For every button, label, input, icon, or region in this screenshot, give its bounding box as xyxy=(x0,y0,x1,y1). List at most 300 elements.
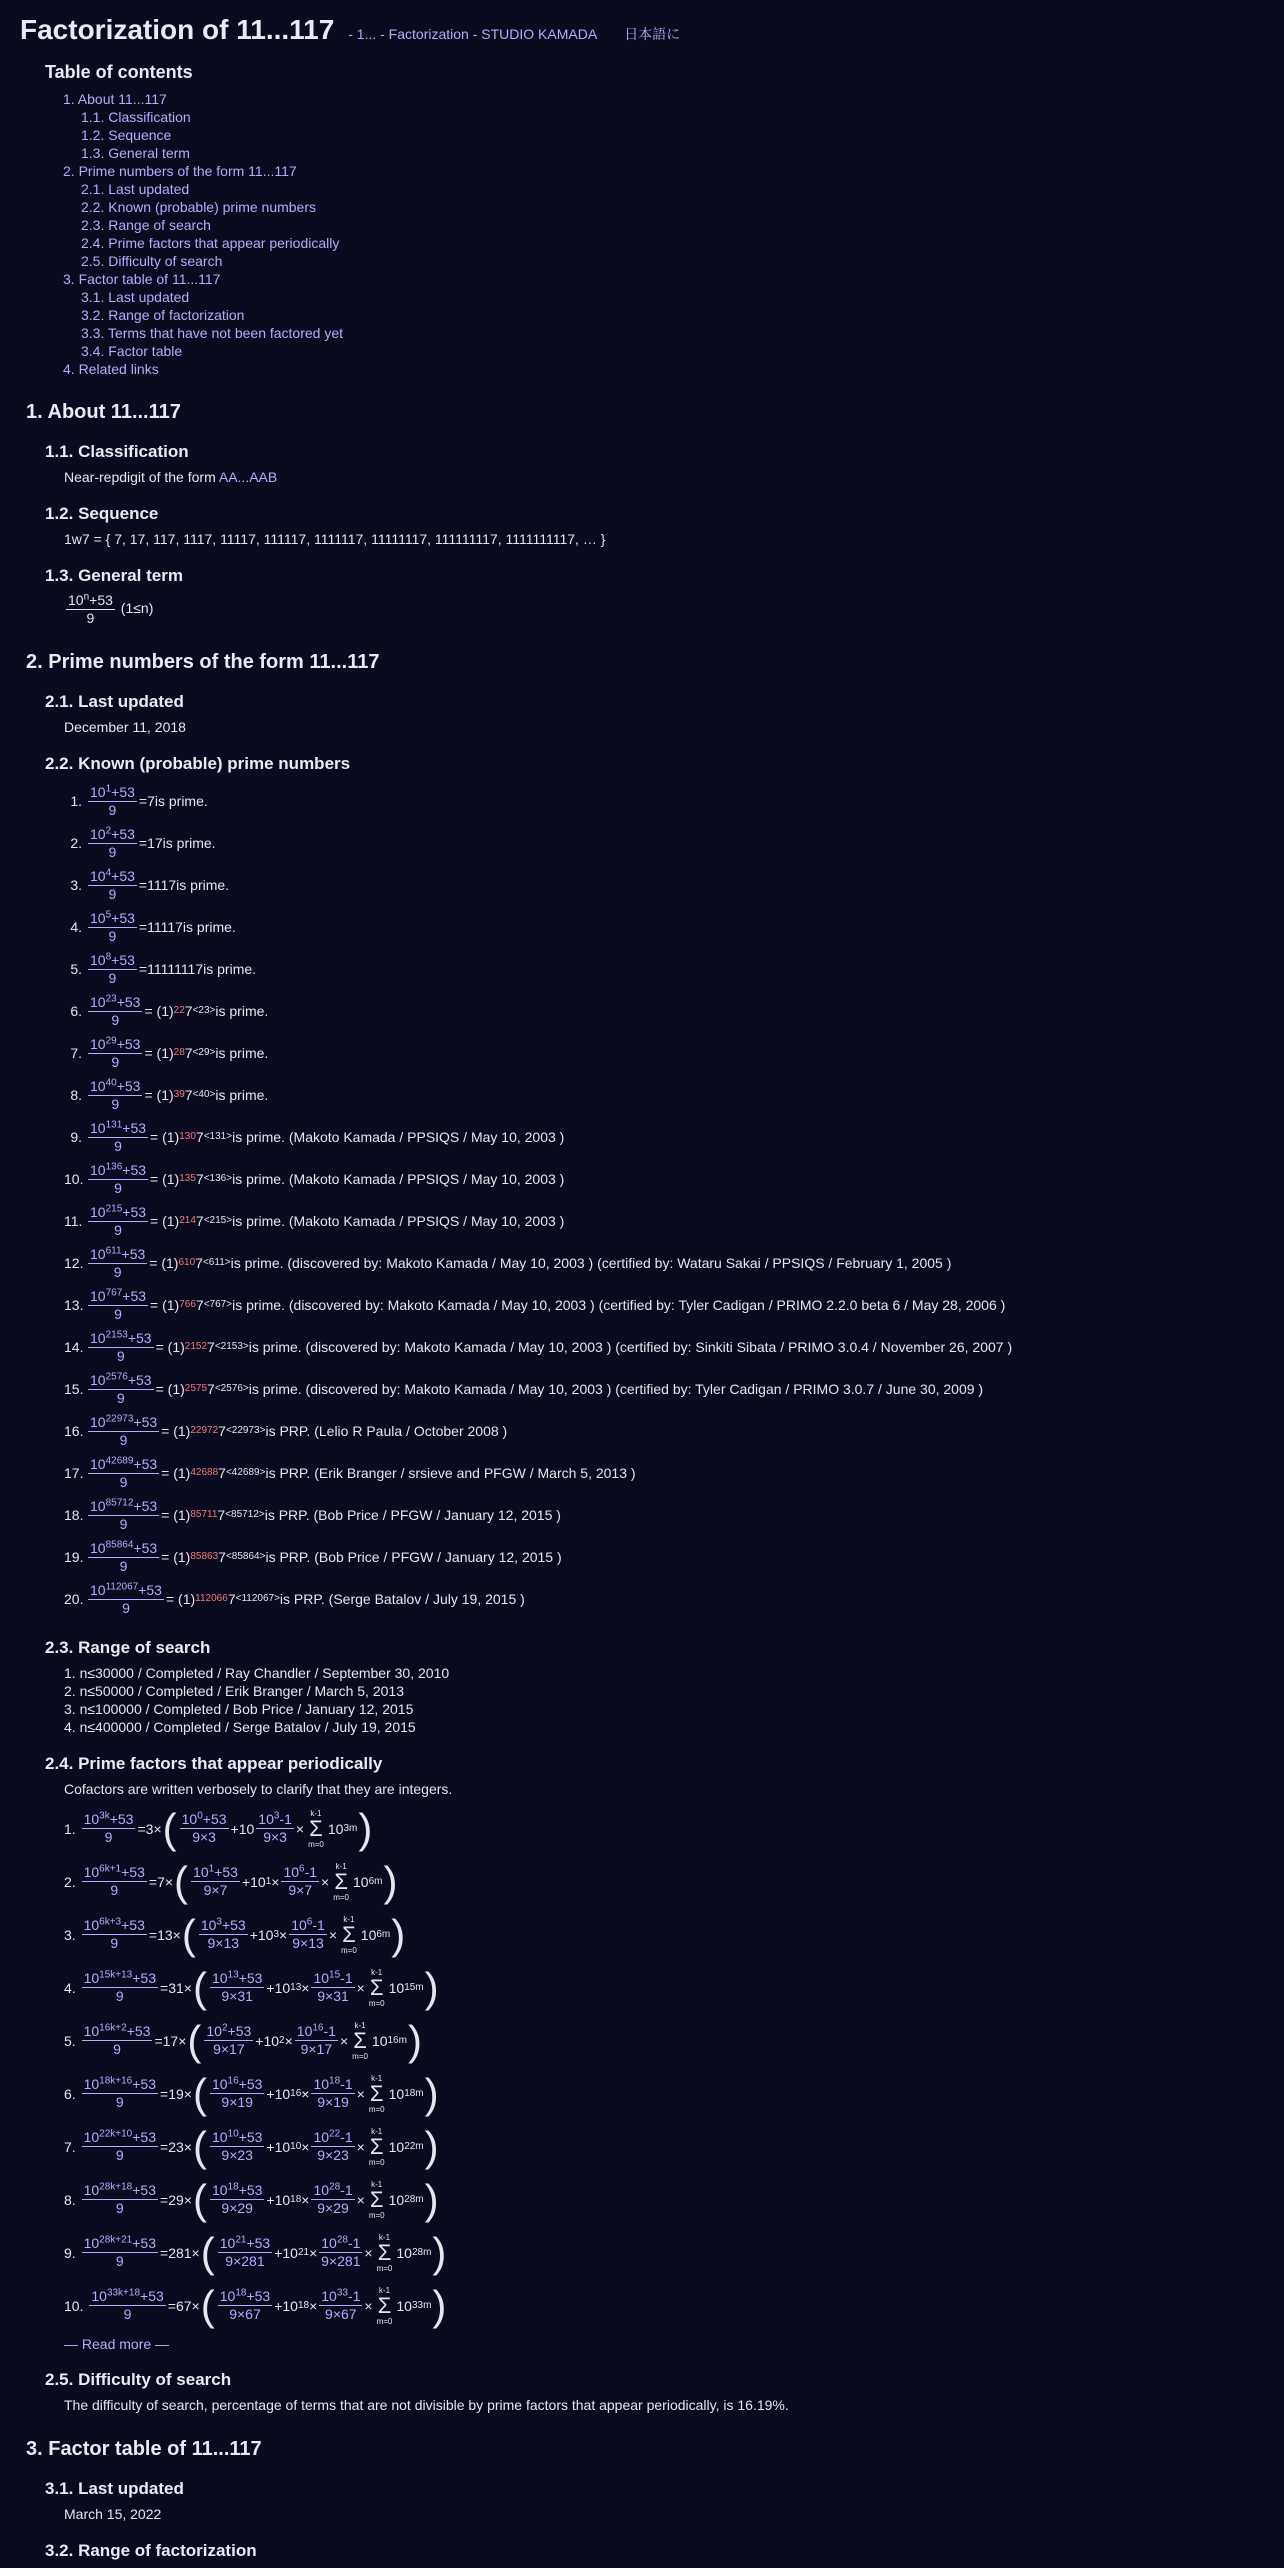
toc-item xyxy=(63,91,1284,107)
prime-factor: 3 xyxy=(145,1820,154,1837)
prime-note: is prime. (Makoto Kamada / PPSIQS / May 10, 2003 ) xyxy=(232,1129,565,1145)
prime-item: 17. $\frac{10^{42689}+53}{9}$ = (1) 42688 7 <42689> is PRP. (Erik Branger / srsieve and PFGW / March 5, 2013 ) xyxy=(64,1454,636,1490)
prime-item: 16. $\frac{10^{22973}+53}{9}$ = (1) 22972 7 <22973> is PRP. (Lelio R Paula / October 2008 ) xyxy=(64,1412,508,1448)
periodic-formula-link[interactable] xyxy=(80,2235,160,2270)
summation: k-1 Σ m=0 xyxy=(308,1808,324,1849)
toc-link[interactable]: 2.1. Last updated xyxy=(81,181,190,197)
item-number: 8. xyxy=(64,2191,76,2208)
toc-link[interactable]: 2.2. Known (probable) prime numbers xyxy=(81,199,317,215)
fraction-numerator: $10^{33k+18}+53$ xyxy=(91,2287,164,2304)
subsection-heading: 1.3. General term xyxy=(45,566,183,585)
prime-note: is prime. xyxy=(182,919,236,935)
summation: k-1 Σ m=0 xyxy=(352,2020,368,2061)
fraction-denominator: 9 xyxy=(115,2253,124,2269)
prime-factor: 13 xyxy=(157,1926,173,1943)
subsection-heading: 2.4. Prime factors that appear periodically xyxy=(45,1754,383,1773)
cofactor-link[interactable] xyxy=(216,2288,274,2323)
toc-link[interactable]: 1.3. General term xyxy=(81,145,190,161)
toc-link[interactable]: 3. Factor table of 11...117 xyxy=(63,271,221,287)
periodic-formula-link[interactable] xyxy=(80,1970,160,2005)
fraction-numerator: $10^{28}-1$ xyxy=(321,2234,361,2251)
left-paren: ( xyxy=(162,1804,177,1852)
fraction xyxy=(311,2129,354,2164)
prime-item: 18. $\frac{10^{85712}+53}{9}$ = (1) 85711 7 <85712> is PRP. (Bob Price / PFGW / January 12, 2015 ) xyxy=(64,1496,561,1532)
fraction xyxy=(204,2023,253,2058)
prime-note: is prime. xyxy=(215,1087,269,1103)
periodic-formula-link[interactable] xyxy=(80,1811,138,1846)
prime-item: 15. $\frac{10^{2576}+53}{9}$ = (1) 2575 7 <2576> is prime. (discovered by: Makoto Kamada / May 10, 2003 ) (certified by: Tyler Cadigan / PRIMO 3.0.7 / June 30, 2009 ) xyxy=(64,1370,984,1406)
general-term xyxy=(64,592,1284,627)
prime-formula-link[interactable] xyxy=(86,1162,150,1197)
cofactor-link[interactable] xyxy=(287,1917,329,1952)
periodic-item: 8. $\frac{10^{28k+18}+53}{9}$ = 29 × ( $\frac{10^{18}+53}{9\times 29}$ +10 18 × $\frac{10^{28}-1}{9\times 29}$ × k-1 Σ m=0 10 28m ) xyxy=(64,2175,439,2223)
toc-item xyxy=(81,127,1284,143)
prime-formula-link[interactable] xyxy=(86,952,139,987)
periodic-formula-link[interactable] xyxy=(80,2023,155,2058)
prime-item: 8. $\frac{10^{40}+53}{9}$ = (1) 39 7 <40> is prime. xyxy=(64,1074,1284,1116)
fraction-numerator: $10^{33}-1$ xyxy=(321,2287,361,2304)
prime-factor: 23 xyxy=(168,2138,184,2155)
fraction-numerator: $10^{29}+53$ xyxy=(90,1034,141,1052)
cofactor-link[interactable] xyxy=(317,2288,364,2323)
fraction-numerator: $10^{22973}+53$ xyxy=(90,1412,158,1430)
fraction xyxy=(210,2182,264,2217)
fraction-denominator: 9×7 xyxy=(203,1882,228,1898)
fraction-denominator: 9×7 xyxy=(288,1882,313,1898)
fraction xyxy=(210,1970,264,2005)
fraction-denominator: 9 xyxy=(119,1431,128,1448)
prime-factor: 19 xyxy=(168,2085,184,2102)
toc-link[interactable]: 3.1. Last updated xyxy=(81,289,190,305)
cofactor-link[interactable] xyxy=(309,2129,356,2164)
section-heading: 1. About 11...117 xyxy=(26,401,181,423)
fraction-denominator: 9 xyxy=(115,2200,124,2216)
toc-item xyxy=(81,109,1284,125)
prime-formula-link[interactable] xyxy=(86,1078,144,1113)
left-paren: ( xyxy=(200,2228,215,2276)
toc-link[interactable]: 2.5. Difficulty of search xyxy=(81,253,223,269)
prime-formula-link[interactable] xyxy=(86,1498,161,1533)
fraction-numerator: $10^{611}+53$ xyxy=(90,1244,146,1262)
toc-link[interactable]: 2. Prime numbers of the form 11...117 xyxy=(63,163,297,179)
fraction-numerator: $10^6-1$ xyxy=(291,1916,325,1933)
cofactor-link[interactable] xyxy=(254,1811,296,1846)
fraction-numerator: $10^3-1$ xyxy=(258,1810,292,1827)
fraction-denominator: 9 xyxy=(114,1179,122,1196)
item-number: 8. xyxy=(70,1087,82,1103)
last-updated: December 11, 2018 xyxy=(64,719,186,735)
fraction-denominator: 9×3 xyxy=(263,1829,287,1845)
fraction-numerator: $10^{16}+53$ xyxy=(211,2075,263,2092)
prime-formula-link[interactable] xyxy=(86,1372,156,1407)
prime-formula-link[interactable] xyxy=(86,994,144,1029)
item-number: 15. xyxy=(64,1381,84,1397)
right-paren: ) xyxy=(424,2122,439,2170)
fraction xyxy=(82,1864,147,1899)
fraction-numerator: $10^{15k+13}+53$ xyxy=(83,1969,156,1986)
periodic-formula-link[interactable] xyxy=(80,1864,149,1899)
fraction-numerator: $10^{40}+53$ xyxy=(90,1076,141,1094)
right-paren: ) xyxy=(391,1910,406,1958)
subsection-heading: 1.1. Classification xyxy=(45,442,189,461)
subsection-heading: 2.5. Difficulty of search xyxy=(45,2370,232,2389)
fraction xyxy=(289,1917,327,1952)
fraction xyxy=(88,910,137,945)
cofactor-link[interactable] xyxy=(178,1811,231,1846)
toc-item xyxy=(81,235,1284,251)
right-paren: ) xyxy=(407,2016,422,2064)
fraction-denominator: 9×13 xyxy=(292,1935,324,1951)
toc-item xyxy=(81,199,1284,215)
periodic-item: 2. $\frac{10^{6k+1}+53}{9}$ = 7 × ( $\frac{10^1+53}{9\times 7}$ +10 1 × $\frac{10^6-1}{9\times 7}$ × k-1 Σ m=0 10 6m ) xyxy=(64,1857,398,1905)
fraction-numerator: $10^0+53$ xyxy=(181,1810,227,1827)
page-header xyxy=(0,0,1284,52)
fraction-denominator: 9×23 xyxy=(317,2147,349,2163)
prime-value: 17 xyxy=(147,835,163,851)
toc-item xyxy=(81,325,1284,341)
toc-item xyxy=(81,217,1284,233)
fraction-numerator: $10^3+53$ xyxy=(200,1916,246,1933)
item-number: 6. xyxy=(64,2085,76,2102)
fraction-denominator: 9 xyxy=(115,2094,124,2110)
fraction xyxy=(82,2023,153,2058)
fraction-denominator: 9 xyxy=(111,1011,120,1028)
periodic-item: 4. $\frac{10^{15k+13}+53}{9}$ = 31 × ( $\frac{10^{13}+53}{9\times 31}$ +10 13 × $\frac{10^{15}-1}{9\times 31}$ × k-1 Σ m=0 10 15m ) xyxy=(64,1963,439,2011)
fraction xyxy=(311,1970,354,2005)
fraction-numerator: $10^{6k+1}+53$ xyxy=(83,1863,145,1880)
prime-value: 7 xyxy=(147,793,155,809)
subsection-heading: 2.3. Range of search xyxy=(45,1638,211,1657)
summation: k-1 Σ m=0 xyxy=(368,2126,385,2167)
right-paren: ) xyxy=(383,1857,398,1905)
fraction-numerator: $10^{215}+53$ xyxy=(90,1202,147,1220)
left-paren: ( xyxy=(192,2122,207,2170)
cofactor-link[interactable] xyxy=(309,2182,356,2217)
item-number: 7. xyxy=(70,1045,82,1061)
cofactor-link[interactable] xyxy=(216,2235,274,2270)
item-number: 13. xyxy=(64,1297,84,1313)
fraction xyxy=(88,994,142,1029)
fraction-denominator: 9 xyxy=(113,2041,121,2057)
right-paren: ) xyxy=(424,2069,439,2117)
fraction-numerator: $10^2+53$ xyxy=(206,2022,252,2039)
subsection-heading: 1.2. Sequence xyxy=(45,504,159,523)
prime-item: 7. $\frac{10^{29}+53}{9}$ = (1) 28 7 <29> is prime. xyxy=(64,1032,1284,1074)
cofactor-link[interactable] xyxy=(317,2235,364,2270)
left-paren: ( xyxy=(200,2281,215,2329)
toc-link[interactable]: 1. About 11...117 xyxy=(63,91,167,107)
fraction xyxy=(88,1330,154,1365)
item-number: 3. xyxy=(64,1926,76,1943)
fraction-numerator: $10^1+53$ xyxy=(90,782,135,800)
fraction-denominator: 9 xyxy=(108,969,117,986)
toc-item xyxy=(63,271,1284,287)
prime-value: 11111117 xyxy=(147,961,204,977)
toc-item xyxy=(81,145,1284,161)
subsection-heading: 3.2. Range of factorization xyxy=(45,2541,257,2560)
toc-item xyxy=(81,181,1284,197)
fraction xyxy=(88,1414,159,1449)
prime-formula-link[interactable] xyxy=(86,1246,149,1281)
fraction-denominator: 9×17 xyxy=(213,2041,245,2057)
item-number: 1. xyxy=(70,793,82,809)
prime-item: 3. $\frac{10^4+53}{9}$ = 1117 is prime. xyxy=(64,864,1284,906)
item-number: 5. xyxy=(64,2032,76,2049)
prime-item: 11. $\frac{10^{215}+53}{9}$ = (1) 214 7 <215> is prime. (Makoto Kamada / PPSIQS / May 10, 2003 ) xyxy=(64,1202,565,1238)
cofactor-link[interactable] xyxy=(208,2182,266,2217)
periodic-item: 7. $\frac{10^{22k+10}+53}{9}$ = 23 × ( $\frac{10^{10}+53}{9\times 23}$ +10 10 × $\frac{10^{22}-1}{9\times 23}$ × k-1 Σ m=0 10 22m ) xyxy=(64,2122,439,2170)
fraction xyxy=(88,1582,164,1617)
toc-link[interactable]: 2.3. Range of search xyxy=(81,217,211,233)
general-term-formula: $\frac{10^n+53}{9}$ xyxy=(68,591,113,626)
fraction-denominator: 9 xyxy=(119,1473,128,1490)
language-link[interactable]: 日本語に xyxy=(624,26,681,42)
left-paren: ( xyxy=(187,2016,202,2064)
fraction-numerator: $10^{23}+53$ xyxy=(90,992,141,1010)
fraction xyxy=(82,2235,158,2270)
fraction-numerator: $10^{3k}+53$ xyxy=(83,1810,134,1827)
table-of-contents xyxy=(45,62,1284,377)
difficulty-text: The difficulty of search, percentage of terms that are not divisible by prime factors that appear periodically, is 16.19%. xyxy=(64,2397,789,2413)
fraction-numerator: $10^5+53$ xyxy=(90,908,135,926)
fraction-numerator: $10^{16}-1$ xyxy=(296,2022,336,2039)
prime-note: is PRP. (Bob Price / PFGW / January 12, 2015 ) xyxy=(264,1507,561,1523)
item-number: 10. xyxy=(64,2297,84,2314)
cofactor-link[interactable] xyxy=(293,2023,340,2058)
prime-item: 13. $\frac{10^{767}+53}{9}$ = (1) 766 7 <767> is prime. (discovered by: Makoto Kamada / May 10, 2003 ) (certified by: Tyler Cadigan / PRIMO 2.2.0 beta 6 / May 28, 2006 ) xyxy=(64,1286,1006,1322)
fraction xyxy=(199,1917,248,1952)
fraction-numerator: $10^8+53$ xyxy=(90,950,135,968)
prime-formula-link[interactable] xyxy=(86,1456,161,1491)
fraction xyxy=(281,1864,319,1899)
periodic-item: 9. $\frac{10^{28k+21}+53}{9}$ = 281 × ( $\frac{10^{21}+53}{9\times 281}$ +10 21 × $\frac{10^{28}-1}{9\times 281}$ × k-1 Σ m=0 10 28m ) xyxy=(64,2228,447,2276)
prime-note: is PRP. (Erik Branger / srsieve and PFGW / March 5, 2013 ) xyxy=(265,1465,636,1481)
prime-factor: 17 xyxy=(162,2032,179,2049)
periodic-formula-link[interactable] xyxy=(80,1917,149,1952)
cofactor-link[interactable] xyxy=(197,1917,250,1952)
fraction-numerator: $10^{767}+53$ xyxy=(90,1286,147,1304)
fraction-numerator: $10^{136}+53$ xyxy=(90,1160,147,1178)
section-heading: 3. Factor table of 11...117 xyxy=(26,2438,262,2460)
fraction-denominator: 9 xyxy=(111,1095,120,1112)
fraction xyxy=(210,2129,264,2164)
toc-heading: Table of contents xyxy=(45,62,193,82)
fraction xyxy=(180,1811,229,1846)
summation: k-1 Σ m=0 xyxy=(368,1967,385,2008)
prime-formula-link[interactable] xyxy=(86,1120,150,1155)
prime-formula-link[interactable] xyxy=(86,1582,166,1617)
periodic-item: 1. $\frac{10^{3k}+53}{9}$ = 3 × ( $\frac{10^0+53}{9\times 3}$ +10 $\frac{10^3-1}{9\times 3}$ × k-1 Σ m=0 10 3m ) xyxy=(64,1804,373,1852)
fraction-numerator: $10^{21}+53$ xyxy=(219,2234,271,2251)
cofactor-link[interactable] xyxy=(208,1970,266,2005)
prime-formula-link[interactable] xyxy=(86,1414,161,1449)
fraction-denominator: 9 xyxy=(114,1137,122,1154)
fraction xyxy=(88,1078,142,1113)
summation: k-1 Σ m=0 xyxy=(368,2179,385,2220)
classification-text: Near-repdigit of the form AA...AAB xyxy=(64,469,278,485)
fraction xyxy=(218,2235,272,2270)
toc-link[interactable]: 2.4. Prime factors that appear periodically xyxy=(81,235,340,251)
prime-note: is PRP. (Serge Batalov / July 19, 2015 ) xyxy=(279,1591,525,1607)
fraction xyxy=(319,2235,362,2270)
fraction xyxy=(319,2288,362,2323)
fraction-numerator: $10^1+53$ xyxy=(193,1863,238,1880)
fraction-numerator: $10^{18}-1$ xyxy=(313,2075,353,2092)
cofactor-link[interactable] xyxy=(202,2023,255,2058)
fraction-denominator: 9×23 xyxy=(221,2147,253,2163)
fraction-numerator: $10^{28k+18}+53$ xyxy=(83,2181,156,2198)
fraction-numerator: $10^{131}+53$ xyxy=(90,1118,147,1136)
fraction xyxy=(82,2182,158,2217)
prime-item: 1. $\frac{10^1+53}{9}$ = 7 is prime. xyxy=(64,780,1284,822)
prime-formula-link[interactable] xyxy=(86,1330,156,1365)
summation: k-1 Σ m=0 xyxy=(376,2285,393,2326)
prime-formula-link[interactable] xyxy=(86,868,139,903)
prime-item: 10. $\frac{10^{136}+53}{9}$ = (1) 135 7 <136> is prime. (Makoto Kamada / PPSIQS / May 10, 2003 ) xyxy=(64,1160,565,1196)
fraction-denominator: 9 xyxy=(114,1221,122,1238)
right-paren: ) xyxy=(432,2281,447,2329)
fraction xyxy=(82,2076,158,2111)
toc-item xyxy=(81,253,1284,269)
fraction-denominator: 9×19 xyxy=(221,2094,253,2110)
cofactor-link[interactable] xyxy=(189,1864,242,1899)
prime-formula-link[interactable] xyxy=(86,1036,144,1071)
section-heading: 2. Prime numbers of the form 11...117 xyxy=(26,651,380,673)
read-more-link[interactable]: — Read more — xyxy=(64,2336,170,2352)
toc-link[interactable]: 3.2. Range of factorization xyxy=(81,307,245,323)
toc-link[interactable]: 1.1. Classification xyxy=(81,109,191,125)
item-number: 4. xyxy=(64,1979,76,1996)
prime-item: 4. $\frac{10^5+53}{9}$ = 11117 is prime. xyxy=(64,906,1284,948)
prime-note: is prime. (Makoto Kamada / PPSIQS / May 10, 2003 ) xyxy=(232,1171,565,1187)
fraction-denominator: 9×17 xyxy=(300,2041,333,2057)
fraction-numerator: $10^{18}+53$ xyxy=(211,2181,263,2198)
fraction xyxy=(88,1456,159,1491)
periodic-formula-link[interactable] xyxy=(87,2288,167,2323)
prime-note: is PRP. (Bob Price / PFGW / January 12, 2015 ) xyxy=(265,1549,562,1565)
range-item: 4. n≤400000 / Completed / Serge Batalov / July 19, 2015 xyxy=(64,1719,416,1735)
fraction-denominator: 9×281 xyxy=(321,2253,361,2269)
periodic-formula-link[interactable] xyxy=(80,2129,160,2164)
periodic-formula-link[interactable] xyxy=(80,2076,160,2111)
cofactor-link[interactable] xyxy=(309,2076,356,2111)
prime-item: 2. $\frac{10^2+53}{9}$ = 17 is prime. xyxy=(64,822,1284,864)
fraction-numerator: $10^{13}+53$ xyxy=(211,1969,263,1986)
right-paren: ) xyxy=(432,2228,447,2276)
prime-formula-link[interactable] xyxy=(86,1288,150,1323)
toc-item xyxy=(81,289,1284,305)
periodic-item: 5. $\frac{10^{16k+2}+53}{9}$ = 17 × ( $\frac{10^2+53}{9\times 17}$ +10 2 × $\frac{10^{16}-1}{9\times 17}$ × k-1 Σ m=0 10 16m ) xyxy=(64,2016,422,2064)
fraction-numerator: $10^{16k+2}+53$ xyxy=(83,2022,151,2039)
prime-formula-link[interactable] xyxy=(86,784,139,819)
fraction-denominator: 9 xyxy=(116,1347,125,1364)
fraction-denominator: 9 xyxy=(111,1053,120,1070)
left-paren: ( xyxy=(181,1910,196,1958)
toc-item xyxy=(81,343,1284,359)
sequence-text: 1w7 = { 7, 17, 117, 1117, 11117, 111117, 1111117, 11111117, 111111117, 1111111117, … } xyxy=(64,531,606,547)
classification-link[interactable]: AA...AAB xyxy=(218,469,278,485)
prime-formula-link[interactable] xyxy=(86,910,139,945)
cofactor-link[interactable] xyxy=(208,2129,266,2164)
prime-note: is prime. (discovered by: Makoto Kamada / May 10, 2003 ) (certified by: Tyler Cadigan / PRIMO 3.0.7 / June 30, 2009 ) xyxy=(248,1381,984,1397)
toc-link[interactable]: 1.2. Sequence xyxy=(81,127,172,143)
range-item: 3. n≤100000 / Completed / Bob Price / January 12, 2015 xyxy=(64,1701,414,1717)
item-number: 5. xyxy=(70,961,82,977)
prime-note: is PRP. (Lelio R Paula / October 2008 ) xyxy=(265,1423,508,1439)
general-term-condition: (1≤n) xyxy=(120,600,154,617)
toc-link[interactable]: 4. Related links xyxy=(63,361,159,377)
periodic-formula-link[interactable] xyxy=(80,2182,160,2217)
fraction-numerator: $10^4+53$ xyxy=(90,866,135,884)
item-number: 2. xyxy=(64,1873,76,1890)
item-number: 16. xyxy=(64,1423,84,1439)
prime-note: is prime. xyxy=(154,793,208,809)
fraction-numerator: $10^{112067}+53$ xyxy=(90,1580,162,1598)
fraction xyxy=(88,1246,147,1281)
prime-list xyxy=(64,780,1284,1620)
item-number: 12. xyxy=(64,1255,84,1271)
cofactor-link[interactable] xyxy=(208,2076,266,2111)
fraction-denominator: 9 xyxy=(113,1263,122,1280)
fraction-numerator: $10^{28}-1$ xyxy=(313,2181,353,2198)
fraction xyxy=(88,1036,142,1071)
fraction-denominator: 9×29 xyxy=(221,2200,253,2216)
fraction-denominator: 9 xyxy=(110,1882,119,1898)
periodic-factor-list xyxy=(64,1802,1284,2332)
prime-item: 14. $\frac{10^{2153}+53}{9}$ = (1) 2152 7 <2153> is prime. (discovered by: Makoto Kamada / May 10, 2003 ) (certified by: Sinkiti Sibata / PRIMO 3.0.4 / November 26, 2007 ) xyxy=(64,1328,1013,1364)
prime-formula-link[interactable] xyxy=(86,826,139,861)
fraction xyxy=(82,1970,158,2005)
toc-link[interactable]: 3.3. Terms that have not been factored yet xyxy=(81,325,344,341)
periodic-item: 10. $\frac{10^{33k+18}+53}{9}$ = 67 × ( $\frac{10^{18}+53}{9\times 67}$ +10 18 × $\frac{10^{33}-1}{9\times 67}$ × k-1 Σ m=0 10 33m ) xyxy=(64,2281,447,2329)
prime-formula-link[interactable] xyxy=(86,1204,150,1239)
fraction xyxy=(89,2288,165,2323)
right-paren: ) xyxy=(424,1963,439,2011)
fraction-denominator: 9 xyxy=(119,1557,128,1574)
prime-item: 5. $\frac{10^8+53}{9}$ = 11111117 is prime. xyxy=(64,948,1284,990)
fraction xyxy=(88,784,137,819)
prime-factor: 67 xyxy=(175,2297,192,2314)
item-number: 20. xyxy=(64,1591,84,1607)
toc-link[interactable]: 3.4. Factor table xyxy=(81,343,183,359)
left-paren: ( xyxy=(174,1857,189,1905)
fraction-numerator: $10^{22}-1$ xyxy=(313,2128,353,2145)
cofactor-link[interactable] xyxy=(309,1970,356,2005)
summation: k-1 Σ m=0 xyxy=(368,2073,385,2114)
prime-factor: 7 xyxy=(157,1873,165,1890)
cofactor-link[interactable] xyxy=(279,1864,321,1899)
fraction xyxy=(82,1917,147,1952)
prime-formula-link[interactable] xyxy=(86,1540,161,1575)
fraction-numerator: $10^{6k+3}+53$ xyxy=(83,1916,145,1933)
prime-factor: 29 xyxy=(168,2191,184,2208)
range-list xyxy=(64,1664,1284,1736)
fraction-numerator: $10^6-1$ xyxy=(283,1863,318,1880)
prime-note: is prime. xyxy=(203,961,257,977)
right-paren: ) xyxy=(358,1804,373,1852)
breadcrumb[interactable]: - 1... - Factorization - STUDIO KAMADA xyxy=(348,26,597,42)
fraction xyxy=(210,2076,264,2111)
prime-note: is prime. (discovered by: Makoto Kamada / May 10, 2003 ) (certified by: Sinkiti Sibata / PRIMO 3.0.4 / November 26, 2007 ) xyxy=(248,1339,1013,1355)
fraction xyxy=(256,1811,294,1846)
fraction-denominator: 9 xyxy=(110,1935,119,1951)
prime-item: 20. $\frac{10^{112067}+53}{9}$ = (1) 112066 7 <112067> is PRP. (Serge Batalov / July 19, 2015 ) xyxy=(64,1580,525,1616)
fraction-denominator: 9 xyxy=(119,1515,128,1532)
fraction xyxy=(311,2182,354,2217)
fraction-numerator: $10^{85712}+53$ xyxy=(90,1496,158,1514)
toc-list xyxy=(45,91,1284,377)
fraction-numerator: $10^{18k+16}+53$ xyxy=(83,2075,156,2092)
